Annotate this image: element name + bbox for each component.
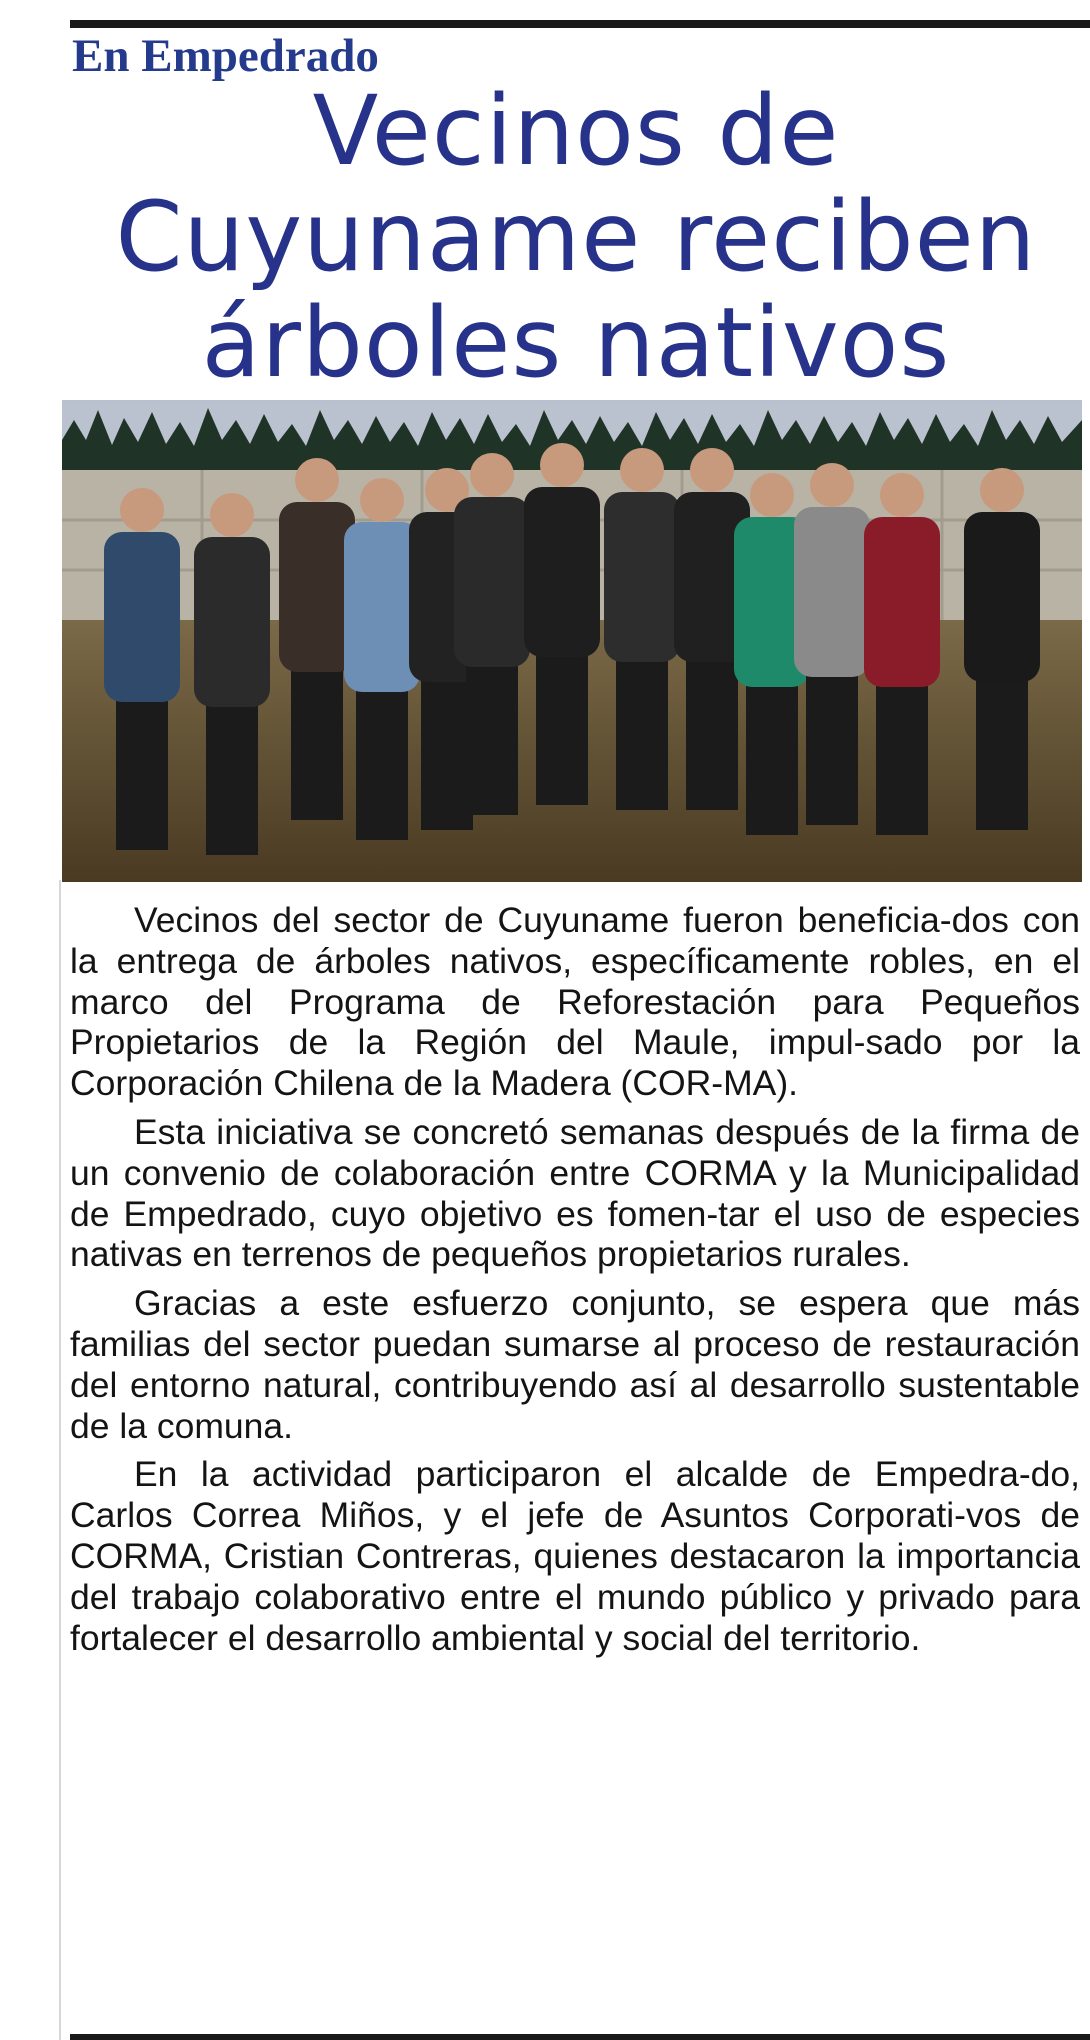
paragraph-1: Vecinos del sector de Cuyuname fueron beneficia-dos con la entrega de árboles nativos, específicamente robles, en el marco del Programa de Reforestación para Pequeños Propietarios de la Región del Maule, impul-sado por la Corporación Chilena de la Madera (COR-MA). <box>70 900 1080 1104</box>
page-edge-line <box>59 880 61 2040</box>
headline-line-2: Cuyuname reciben <box>115 181 1037 293</box>
bottom-rule <box>70 2034 1090 2040</box>
section-kicker: En Empedrado <box>72 30 379 82</box>
top-rule <box>70 20 1090 28</box>
article-body <box>70 900 1080 1666</box>
paragraph-2: Esta iniciativa se concretó semanas después de la firma de un convenio de colaboración entre CORMA y la Municipalidad de Empedrado, cuyo objetivo es fomen-tar el uso de especies nativas en terrenos de pequeños propietarios rurales. <box>70 1111 1080 1275</box>
article-photo <box>62 400 1082 882</box>
people-group <box>104 443 1040 855</box>
paragraph-3: Gracias a este esfuerzo conjunto, se espera que más familias del sector puedan sumarse al proceso de restauración del entorno natural, contribuyendo así al desarrollo sustentable de la comuna. <box>70 1283 1080 1446</box>
paragraph-4: En la actividad participaron el alcalde de Empedra-do, Carlos Correa Miños, y el jefe de Asuntos Corporati-vos de CORMA, Cristian Contreras, quienes destacaron la importancia del trabajo colaborativo entre el mundo público y privado para fortalecer el desarrollo ambiental y social del territorio. <box>70 1454 1080 1658</box>
group-photo-illustration <box>62 400 1082 882</box>
headline-line-3: árboles nativos <box>201 287 951 399</box>
headline <box>62 75 1090 399</box>
headline-line-1: Vecinos de <box>312 75 840 187</box>
